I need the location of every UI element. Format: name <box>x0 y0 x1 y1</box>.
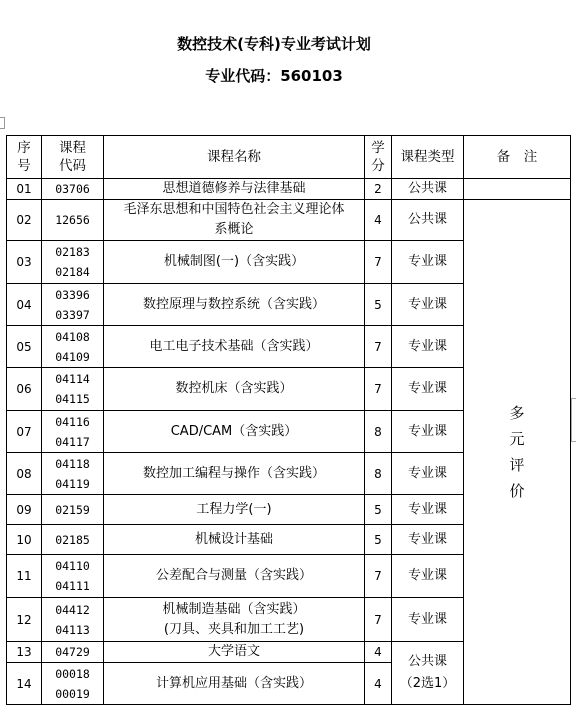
cell-name <box>104 411 365 453</box>
cell-line: 04116 <box>55 414 90 429</box>
cell-name <box>104 326 365 368</box>
cell-name <box>104 368 365 411</box>
cell-line: 工程力学(一) <box>196 501 272 517</box>
cell-line: 思想道德修养与法律基础 <box>162 181 306 196</box>
cell-seq: 02 <box>7 200 42 241</box>
cell-line: 系概论 <box>214 222 254 237</box>
cell-line: 02159 <box>55 502 90 517</box>
cell-line: 03706 <box>55 182 90 196</box>
cell-code <box>42 241 104 284</box>
cell-type: 专业课 <box>392 525 464 555</box>
cell-credit: 4 <box>365 663 392 705</box>
exam-plan-table <box>6 135 571 705</box>
cell-line: 02184 <box>55 265 90 279</box>
cell-line: 多 <box>509 404 525 422</box>
cell-line: (刀具、夹具和加工工艺) <box>163 621 305 637</box>
cell-credit: 7 <box>365 326 392 368</box>
cell-type: 公共课 <box>392 200 464 241</box>
cell-line: 02183 <box>55 245 90 259</box>
cell-line: 元 <box>509 430 525 448</box>
cell-type: 专业课 <box>392 495 464 525</box>
cell-type: 公共课 <box>392 179 464 200</box>
cell-code <box>42 284 104 326</box>
cell-type: 专业课 <box>392 453 464 495</box>
cell-line: 机械制图(一)（含实践） <box>163 254 305 269</box>
col-header-type: 课程类型 <box>392 136 464 179</box>
cell-seq: 11 <box>7 555 42 598</box>
cell-type: 专业课 <box>392 326 464 368</box>
cell-line: 04108 <box>55 329 90 344</box>
cell-line: 00018 <box>55 666 90 681</box>
cell-name <box>104 663 365 705</box>
table-header-row <box>7 136 571 179</box>
cell-code <box>42 555 104 598</box>
cell-line: 03397 <box>55 307 90 322</box>
cell-name <box>104 284 365 326</box>
cell-line: 04115 <box>55 392 90 406</box>
cell-line: 02185 <box>55 532 90 547</box>
cell-line: 00019 <box>55 686 90 701</box>
cell-credit: 4 <box>365 200 392 241</box>
cell-code <box>42 642 104 663</box>
cell-line: 毛泽东思想和中国特色社会主义理论体 <box>123 202 345 217</box>
cell-type: 专业课 <box>392 241 464 284</box>
cell-line: 数控机床（含实践） <box>175 381 293 396</box>
cell-credit: 7 <box>365 598 392 642</box>
cell-name <box>104 555 365 598</box>
cell-credit: 7 <box>365 555 392 598</box>
cell-credit: 5 <box>365 495 392 525</box>
cell-line: 数控原理与数控系统（含实践） <box>142 296 325 312</box>
cell-name <box>104 525 365 555</box>
table-row <box>7 179 571 200</box>
cell-code <box>42 411 104 453</box>
side-scroll-handle[interactable] <box>571 398 576 442</box>
cell-code <box>42 663 104 705</box>
cell-code <box>42 453 104 495</box>
cell-line: （2选1） <box>399 676 456 691</box>
cell-seq: 10 <box>7 525 42 555</box>
cell-seq: 07 <box>7 411 42 453</box>
cell-code <box>42 200 104 241</box>
cell-seq: 06 <box>7 368 42 411</box>
cell-type: 专业课 <box>392 284 464 326</box>
cell-line: 公共课 <box>407 654 447 669</box>
cell-credit: 7 <box>365 241 392 284</box>
cell-line: 大学语文 <box>207 644 260 659</box>
table-handle[interactable] <box>0 117 5 129</box>
cell-line: 机械设计基础 <box>194 531 273 547</box>
cell-line: 03396 <box>55 287 90 302</box>
cell-code <box>42 525 104 555</box>
cell-line: 04412 <box>55 602 90 617</box>
cell-credit: 4 <box>365 642 392 663</box>
col-header-note: 备 注 <box>464 136 571 179</box>
cell-line: 04118 <box>55 456 90 471</box>
cell-name <box>104 200 365 241</box>
cell-seq: 09 <box>7 495 42 525</box>
cell-line: 机械制造基础（含实践） <box>162 601 306 617</box>
col-header-code: 课程 代码 <box>42 136 104 179</box>
cell-name <box>104 642 365 663</box>
cell-line: CAD/CAM（含实践） <box>170 423 298 439</box>
cell-seq: 14 <box>7 663 42 705</box>
cell-line: 电工电子技术基础（含实践） <box>149 338 319 354</box>
cell-line: 12656 <box>55 213 90 227</box>
cell-seq: 01 <box>7 179 42 200</box>
cell-seq: 05 <box>7 326 42 368</box>
cell-type: 专业课 <box>392 555 464 598</box>
cell-credit: 2 <box>365 179 392 200</box>
cell-line: 04111 <box>55 579 90 593</box>
cell-code <box>42 179 104 200</box>
cell-name <box>104 241 365 284</box>
cell-code <box>42 598 104 642</box>
col-header-seq: 序 号 <box>7 136 42 179</box>
cell-seq: 08 <box>7 453 42 495</box>
col-header-name: 课程名称 <box>104 136 365 179</box>
cell-name <box>104 453 365 495</box>
cell-code <box>42 495 104 525</box>
cell-line: 价 <box>509 482 525 500</box>
cell-seq: 04 <box>7 284 42 326</box>
cell-line: 04110 <box>55 559 90 573</box>
cell-code <box>42 326 104 368</box>
cell-credit: 5 <box>365 284 392 326</box>
table-row <box>7 200 571 241</box>
cell-line: 数控加工编程与操作（含实践） <box>142 465 325 481</box>
cell-line: 04109 <box>55 349 90 364</box>
cell-name <box>104 598 365 642</box>
cell-line: 评 <box>509 456 525 474</box>
cell-type: 专业课 <box>392 368 464 411</box>
cell-type: 专业课 <box>392 598 464 642</box>
cell-type: 专业课 <box>392 411 464 453</box>
cell-line: 计算机应用基础（含实践） <box>155 675 312 691</box>
cell-line: 04119 <box>55 476 90 491</box>
cell-line: 公差配合与测量（含实践） <box>155 568 312 583</box>
cell-note-merged <box>464 200 571 705</box>
cell-code <box>42 368 104 411</box>
cell-note <box>464 179 571 200</box>
cell-credit: 5 <box>365 525 392 555</box>
page-title: 数控技术(专科)专业考试计划 <box>177 35 371 53</box>
cell-credit: 8 <box>365 453 392 495</box>
cell-credit: 8 <box>365 411 392 453</box>
cell-credit: 7 <box>365 368 392 411</box>
cell-seq: 12 <box>7 598 42 642</box>
cell-seq: 13 <box>7 642 42 663</box>
major-code: 专业代码：560103 <box>205 67 343 85</box>
cell-type-merged <box>392 642 464 705</box>
cell-line: 04729 <box>55 645 90 659</box>
cell-line: 04113 <box>55 622 90 637</box>
cell-name <box>104 179 365 200</box>
col-header-credit: 学 分 <box>365 136 392 179</box>
cell-seq: 03 <box>7 241 42 284</box>
cell-line: 04114 <box>55 372 90 386</box>
cell-line: 04117 <box>55 434 90 449</box>
cell-name <box>104 495 365 525</box>
